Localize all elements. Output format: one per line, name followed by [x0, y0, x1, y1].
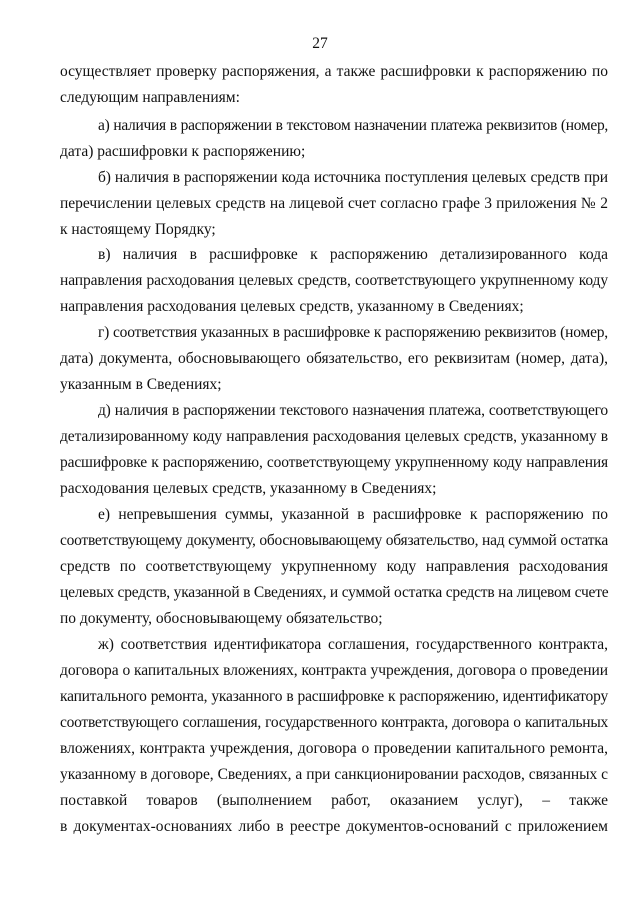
text-line: соответствующему документу, обосновывающему обязательство, над суммой остатка — [60, 532, 608, 549]
text-line: дата) документа, обосновывающего обязательство, его реквизитам (номер, дата), — [60, 350, 608, 367]
text-line: соответствующего соглашения, государственного контракта, договора о капитальных — [60, 714, 608, 731]
text-line: расходования целевых средств, указанному в Сведениях; — [60, 480, 437, 497]
text-line: б) наличия в распоряжении кода источника поступления целевых средств при — [98, 169, 608, 186]
text-line: средств по соответствующему укрупненному коду направления расходования — [60, 558, 608, 575]
text-line: к настоящему Порядку; — [60, 221, 216, 238]
text-line: дата) расшифровки к распоряжению; — [60, 143, 306, 160]
text-line: ж) соответствия идентификатора соглашения, государственного контракта, — [98, 636, 608, 653]
text-line: расшифровке к распоряжению, соответствующему укрупненному коду направления — [60, 454, 608, 471]
text-line: следующим направлениям: — [60, 89, 240, 106]
text-line: направления расходования целевых средств, соответствующего укрупненному коду — [60, 272, 608, 289]
text-line: в) наличия в расшифровке к распоряжению детализированного кода — [98, 246, 608, 263]
text-line: договора о капитальных вложениях, контракта учреждения, договора о проведении — [60, 662, 608, 679]
text-line: перечислении целевых средств на лицевой счет согласно графе 3 приложения № 2 — [60, 195, 608, 212]
text-line: а) наличия в распоряжении в текстовом назначении платежа реквизитов (номер, — [98, 117, 608, 134]
text-line: д) наличия в распоряжении текстового назначения платежа, соответствующего — [98, 402, 608, 419]
text-line: целевых средств, указанной в Сведениях, и суммой остатка средств на лицевом счете — [60, 584, 609, 601]
text-line: вложениях, контракта учреждения, договора о проведении капитального ремонта, — [60, 740, 608, 757]
text-line: детализированному коду направления расходования целевых средств, указанному в — [60, 428, 608, 445]
text-line: г) соответствия указанных в расшифровке к распоряжению реквизитов (номер, — [98, 324, 608, 341]
text-line: в документах-основаниях либо в реестре документов-оснований с приложением — [60, 818, 608, 835]
text-line: е) непревышения суммы, указанной в расшифровке к распоряжению по — [98, 506, 608, 523]
text-line: капитального ремонта, указанного в расшифровке к распоряжению, идентификатору — [60, 688, 608, 705]
text-line: осуществляет проверку распоряжения, а также расшифровки к распоряжению по — [60, 63, 608, 80]
text-line: указанному в договоре, Сведениях, а при санкционировании расходов, связанных с — [60, 766, 608, 783]
text-line: указанным в Сведениях; — [60, 376, 222, 393]
text-line: по документу, обосновывающему обязательство; — [60, 610, 383, 627]
text-line: направления расходования целевых средств, указанному в Сведениях; — [60, 298, 524, 315]
text-line: поставкой товаров (выполнением работ, оказанием услуг), – также — [60, 792, 608, 809]
page-number: 27 — [312, 35, 328, 52]
